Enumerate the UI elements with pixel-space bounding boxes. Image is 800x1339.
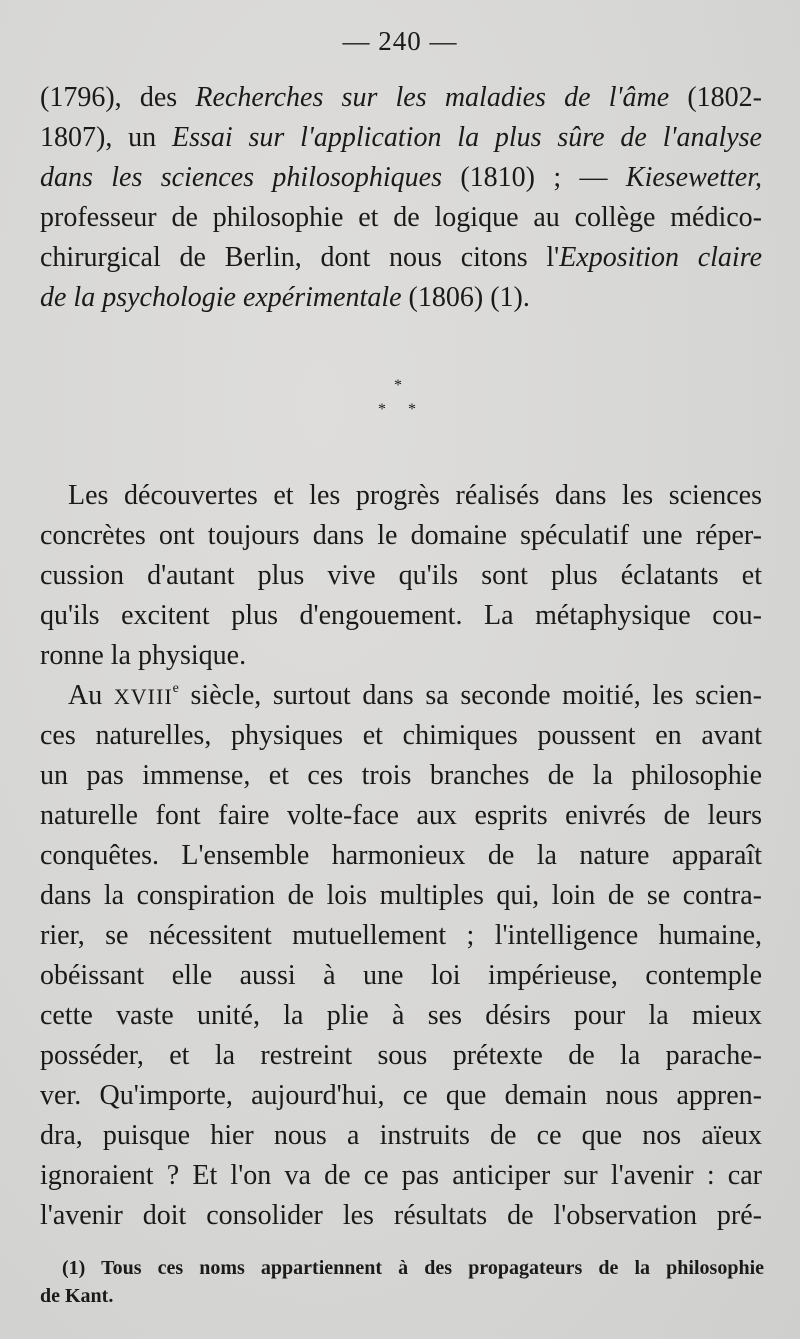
footnote-line: de Kant. (40, 1285, 114, 1307)
text-line: Les découvertes et les progrès réalisés dans les sciences (68, 480, 762, 511)
book-title: Recherches sur les maladies de l'âme (195, 82, 670, 113)
text-line: dra, puisque hier nous a instruits de ce que nos aïeux (40, 1120, 762, 1151)
intro-paragraph (40, 78, 762, 318)
text-line: ronne la physique. (40, 640, 247, 671)
book-title: de la psychologie expérimentale (40, 282, 402, 313)
text-line: (1796), des Recherches sur les maladies de l'âme (1802- (40, 82, 762, 113)
footnote (40, 1254, 764, 1310)
text-line: rier, se nécessitent mutuellement ; l'intelligence humaine, (40, 920, 762, 951)
text-line: ces naturelles, physiques et chimiques poussent en avant (40, 720, 762, 751)
text-line: un pas immense, et ces trois branches de la philosophie (40, 760, 762, 791)
text-line: naturelle font faire volte-face aux esprits enivrés de leurs (40, 800, 762, 831)
main-text (40, 476, 762, 1236)
asterisk-icon: * (408, 401, 416, 418)
text-line: ver. Qu'importe, aujourd'hui, ce que demain nous appren- (40, 1080, 762, 1111)
page-number: — 240 — (342, 26, 458, 56)
text-line: conquêtes. L'ensemble harmonieux de la nature apparaît (40, 840, 762, 871)
text-line: l'avenir doit consolider les résultats de l'observation pré- (40, 1200, 762, 1231)
section-asterism (372, 378, 428, 428)
text-line: dans les sciences philosophiques (1810) ; — Kiesewetter, (40, 162, 762, 193)
text-line: de la psychologie expérimentale (1806) (1). (40, 282, 530, 313)
book-title: dans les sciences philosophiques (40, 162, 442, 193)
text-line: Au XVIIIe siècle, surtout dans sa seconde moitié, les scien- (68, 680, 762, 711)
text-line: cette vaste unité, la plie à ses désirs pour la mieux (40, 1000, 762, 1031)
text-line: ignoraient ? Et l'on va de ce pas anticiper sur l'avenir : car (40, 1160, 762, 1191)
asterisk-icon: * (378, 401, 386, 418)
text-line: 1807), un Essai sur l'application la plus sûre de l'analyse (40, 122, 762, 153)
text-line: concrètes ont toujours dans le domaine spéculatif une réper- (40, 520, 762, 551)
century-numeral: XVIII (113, 684, 173, 709)
book-title: Exposition claire (559, 242, 762, 273)
author-name: Kiesewetter, (625, 162, 762, 193)
footnote-line: (1) Tous ces noms appartiennent à des propagateurs de la philosophie (62, 1257, 764, 1279)
book-title: Essai sur l'application la plus sûre de l'analyse (172, 122, 762, 153)
text-line: chirurgical de Berlin, dont nous citons l'Exposition claire (40, 242, 762, 273)
text-line: posséder, et la restreint sous prétexte de la parache- (40, 1040, 762, 1071)
text-line: qu'ils excitent plus d'engouement. La métaphysique cou- (40, 600, 762, 631)
text-line: dans la conspiration de lois multiples qui, loin de se contra- (40, 880, 762, 911)
text-line: cussion d'autant plus vive qu'ils sont plus éclatants et (40, 560, 762, 591)
text-line: obéissant elle aussi à une loi impérieuse, contemple (40, 960, 762, 991)
asterisk-icon: * (394, 377, 402, 394)
text-line: professeur de philosophie et de logique au collège médico- (40, 202, 762, 233)
